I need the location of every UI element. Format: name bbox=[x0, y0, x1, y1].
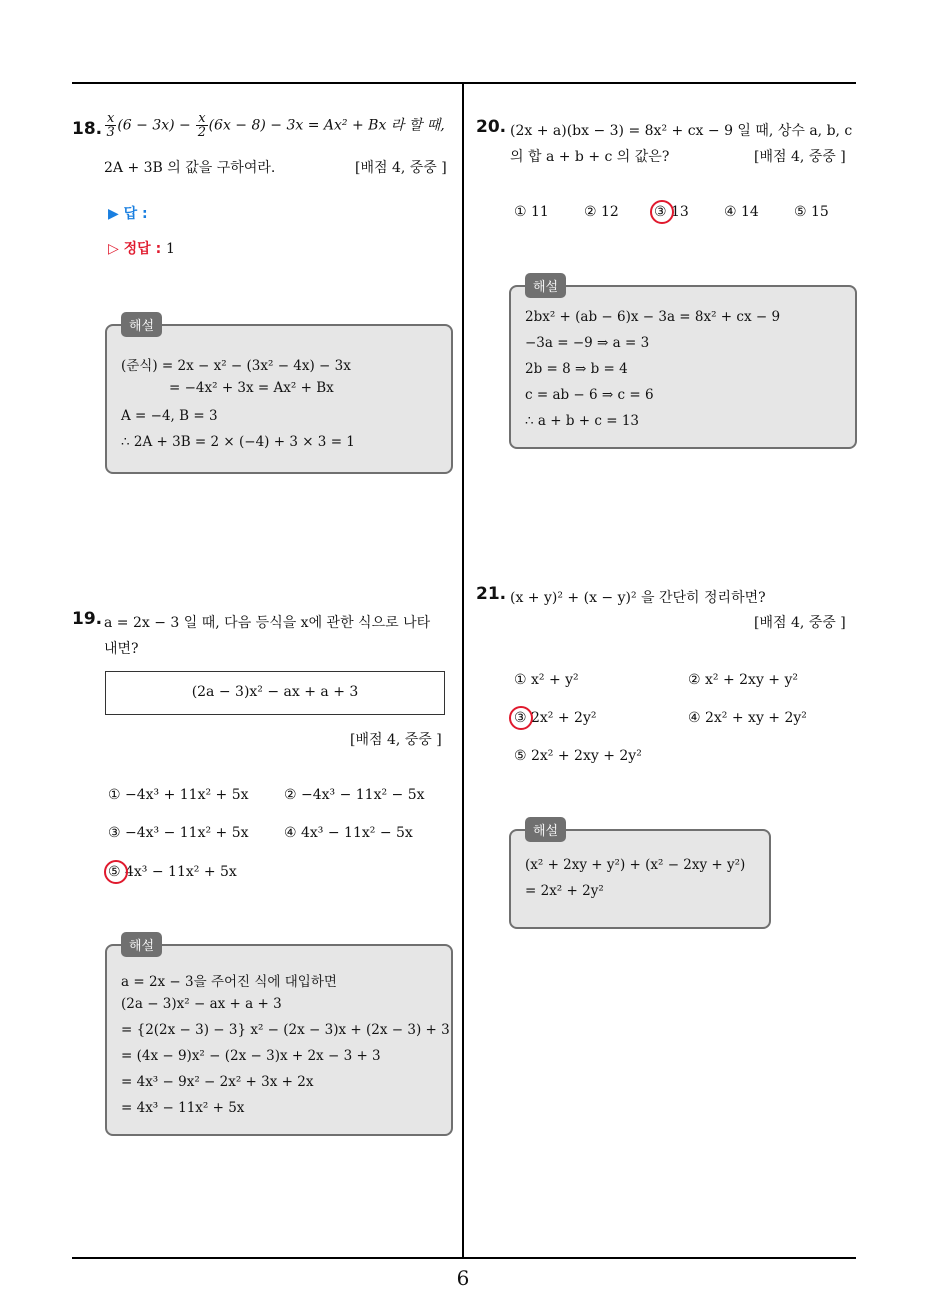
explanation-line: = 4x³ − 9x² − 2x² + 3x + 2x bbox=[121, 1074, 314, 1090]
choice-1[interactable]: ① x² + y² bbox=[514, 672, 579, 688]
choice-3[interactable]: ③ −4x³ − 11x² + 5x bbox=[108, 825, 249, 841]
explanation-line: (x² + 2xy + y²) + (x² − 2xy + y²) bbox=[525, 857, 746, 873]
fraction: $\frac{x}{2}$ bbox=[197, 111, 207, 140]
correct-answer: ▷ 정답 : 1 bbox=[108, 241, 175, 257]
question-number: 18. bbox=[72, 119, 103, 139]
explanation-box bbox=[105, 939, 453, 1136]
question-number: 20. bbox=[476, 117, 507, 137]
question-text-line1: (2x + a)(bx − 3) = 8x² + cx − 9 일 때, 상수 a, b, c bbox=[510, 123, 853, 139]
question-text-line2: 의 합 a + b + c 의 값은? bbox=[510, 149, 670, 165]
fraction: $\frac{x}{3}$ bbox=[106, 111, 115, 140]
question-number: 19. bbox=[72, 609, 103, 629]
question-text-line1: $\frac{x}{3}$ (6 − 3x) − $\frac{x}{2}$ (6x − 8) − 3x = Ax² + Bx 라 할 때, bbox=[106, 111, 445, 140]
choice-4[interactable]: ④ 2x² + xy + 2y² bbox=[688, 710, 807, 726]
question-number: 21. bbox=[476, 584, 507, 604]
explanation-box bbox=[509, 280, 857, 449]
given-expression-box: (2a − 3)x² − ax + a + 3 bbox=[105, 671, 445, 715]
answer-circle-mark bbox=[104, 860, 128, 884]
choice-1[interactable]: ① 11 bbox=[514, 204, 549, 220]
choice-2[interactable]: ② −4x³ − 11x² − 5x bbox=[284, 787, 425, 803]
choice-2[interactable]: ② 12 bbox=[584, 204, 619, 220]
explanation-tab: 해설 bbox=[121, 932, 162, 957]
top-rule bbox=[72, 82, 856, 84]
score-label: [배점 4, 중중 ] bbox=[355, 160, 447, 176]
choice-4[interactable]: ④ 4x³ − 11x² − 5x bbox=[284, 825, 413, 841]
explanation-line: ∴ a + b + c = 13 bbox=[525, 413, 639, 429]
explanation-line: 2bx² + (ab − 6)x − 3a = 8x² + cx − 9 bbox=[525, 309, 781, 325]
explanation-line: A = −4, B = 3 bbox=[121, 408, 218, 424]
explanation-line: = {2(2x − 3) − 3} x² − (2x − 3)x + (2x − 3) + 3 bbox=[121, 1022, 450, 1038]
explanation-tab: 해설 bbox=[121, 312, 162, 337]
choice-3[interactable]: ③ 13 bbox=[654, 204, 689, 220]
answer-label: ▶ 답 : bbox=[108, 206, 148, 222]
explanation-line: (준식) = 2x − x² − (3x² − 4x) − 3x bbox=[121, 358, 351, 374]
explanation-line: a = 2x − 3을 주어진 식에 대입하면 bbox=[121, 974, 337, 990]
choice-5[interactable]: ⑤ 4x³ − 11x² + 5x bbox=[108, 864, 237, 880]
bottom-rule bbox=[72, 1257, 856, 1259]
explanation-line: −3a = −9 ⇒ a = 3 bbox=[525, 335, 650, 351]
explanation-tab: 해설 bbox=[525, 817, 566, 842]
choice-2[interactable]: ② x² + 2xy + y² bbox=[688, 672, 799, 688]
explanation-box bbox=[509, 824, 771, 929]
page-number: 6 bbox=[456, 1266, 470, 1290]
choice-5[interactable]: ⑤ 15 bbox=[794, 204, 829, 220]
explanation-line: (2a − 3)x² − ax + a + 3 bbox=[121, 996, 282, 1012]
explanation-line: 2b = 8 ⇒ b = 4 bbox=[525, 361, 628, 377]
question-text-line1: a = 2x − 3 일 때, 다음 등식을 x에 관한 식으로 나타 bbox=[104, 615, 431, 631]
choice-5[interactable]: ⑤ 2x² + 2xy + 2y² bbox=[514, 748, 642, 764]
question-text-line2: 내면? bbox=[104, 641, 139, 657]
explanation-tab: 해설 bbox=[525, 273, 566, 298]
explanation-line: ∴ 2A + 3B = 2 × (−4) + 3 × 3 = 1 bbox=[121, 434, 355, 450]
explanation-line: = −4x² + 3x = Ax² + Bx bbox=[169, 380, 334, 396]
explanation-line: = (4x − 9)x² − (2x − 3)x + 2x − 3 + 3 bbox=[121, 1048, 381, 1064]
score-label: [배점 4, 중중 ] bbox=[754, 149, 846, 165]
answer-circle-mark bbox=[509, 706, 533, 730]
answer-circle-mark bbox=[650, 200, 674, 224]
explanation-line: = 2x² + 2y² bbox=[525, 883, 604, 899]
column-divider bbox=[462, 84, 464, 1257]
question-text-line2: 2A + 3B 의 값을 구하여라. bbox=[104, 160, 276, 176]
choice-1[interactable]: ① −4x³ + 11x² + 5x bbox=[108, 787, 249, 803]
score-label: [배점 4, 중중 ] bbox=[350, 732, 442, 748]
explanation-line: c = ab − 6 ⇒ c = 6 bbox=[525, 387, 654, 403]
explanation-box bbox=[105, 319, 453, 474]
question-text-line1: (x + y)² + (x − y)² 을 간단히 정리하면? bbox=[510, 590, 766, 606]
choice-4[interactable]: ④ 14 bbox=[724, 204, 759, 220]
score-label: [배점 4, 중중 ] bbox=[754, 615, 846, 631]
explanation-line: = 4x³ − 11x² + 5x bbox=[121, 1100, 245, 1116]
choice-3[interactable]: ③ 2x² + 2y² bbox=[514, 710, 597, 726]
